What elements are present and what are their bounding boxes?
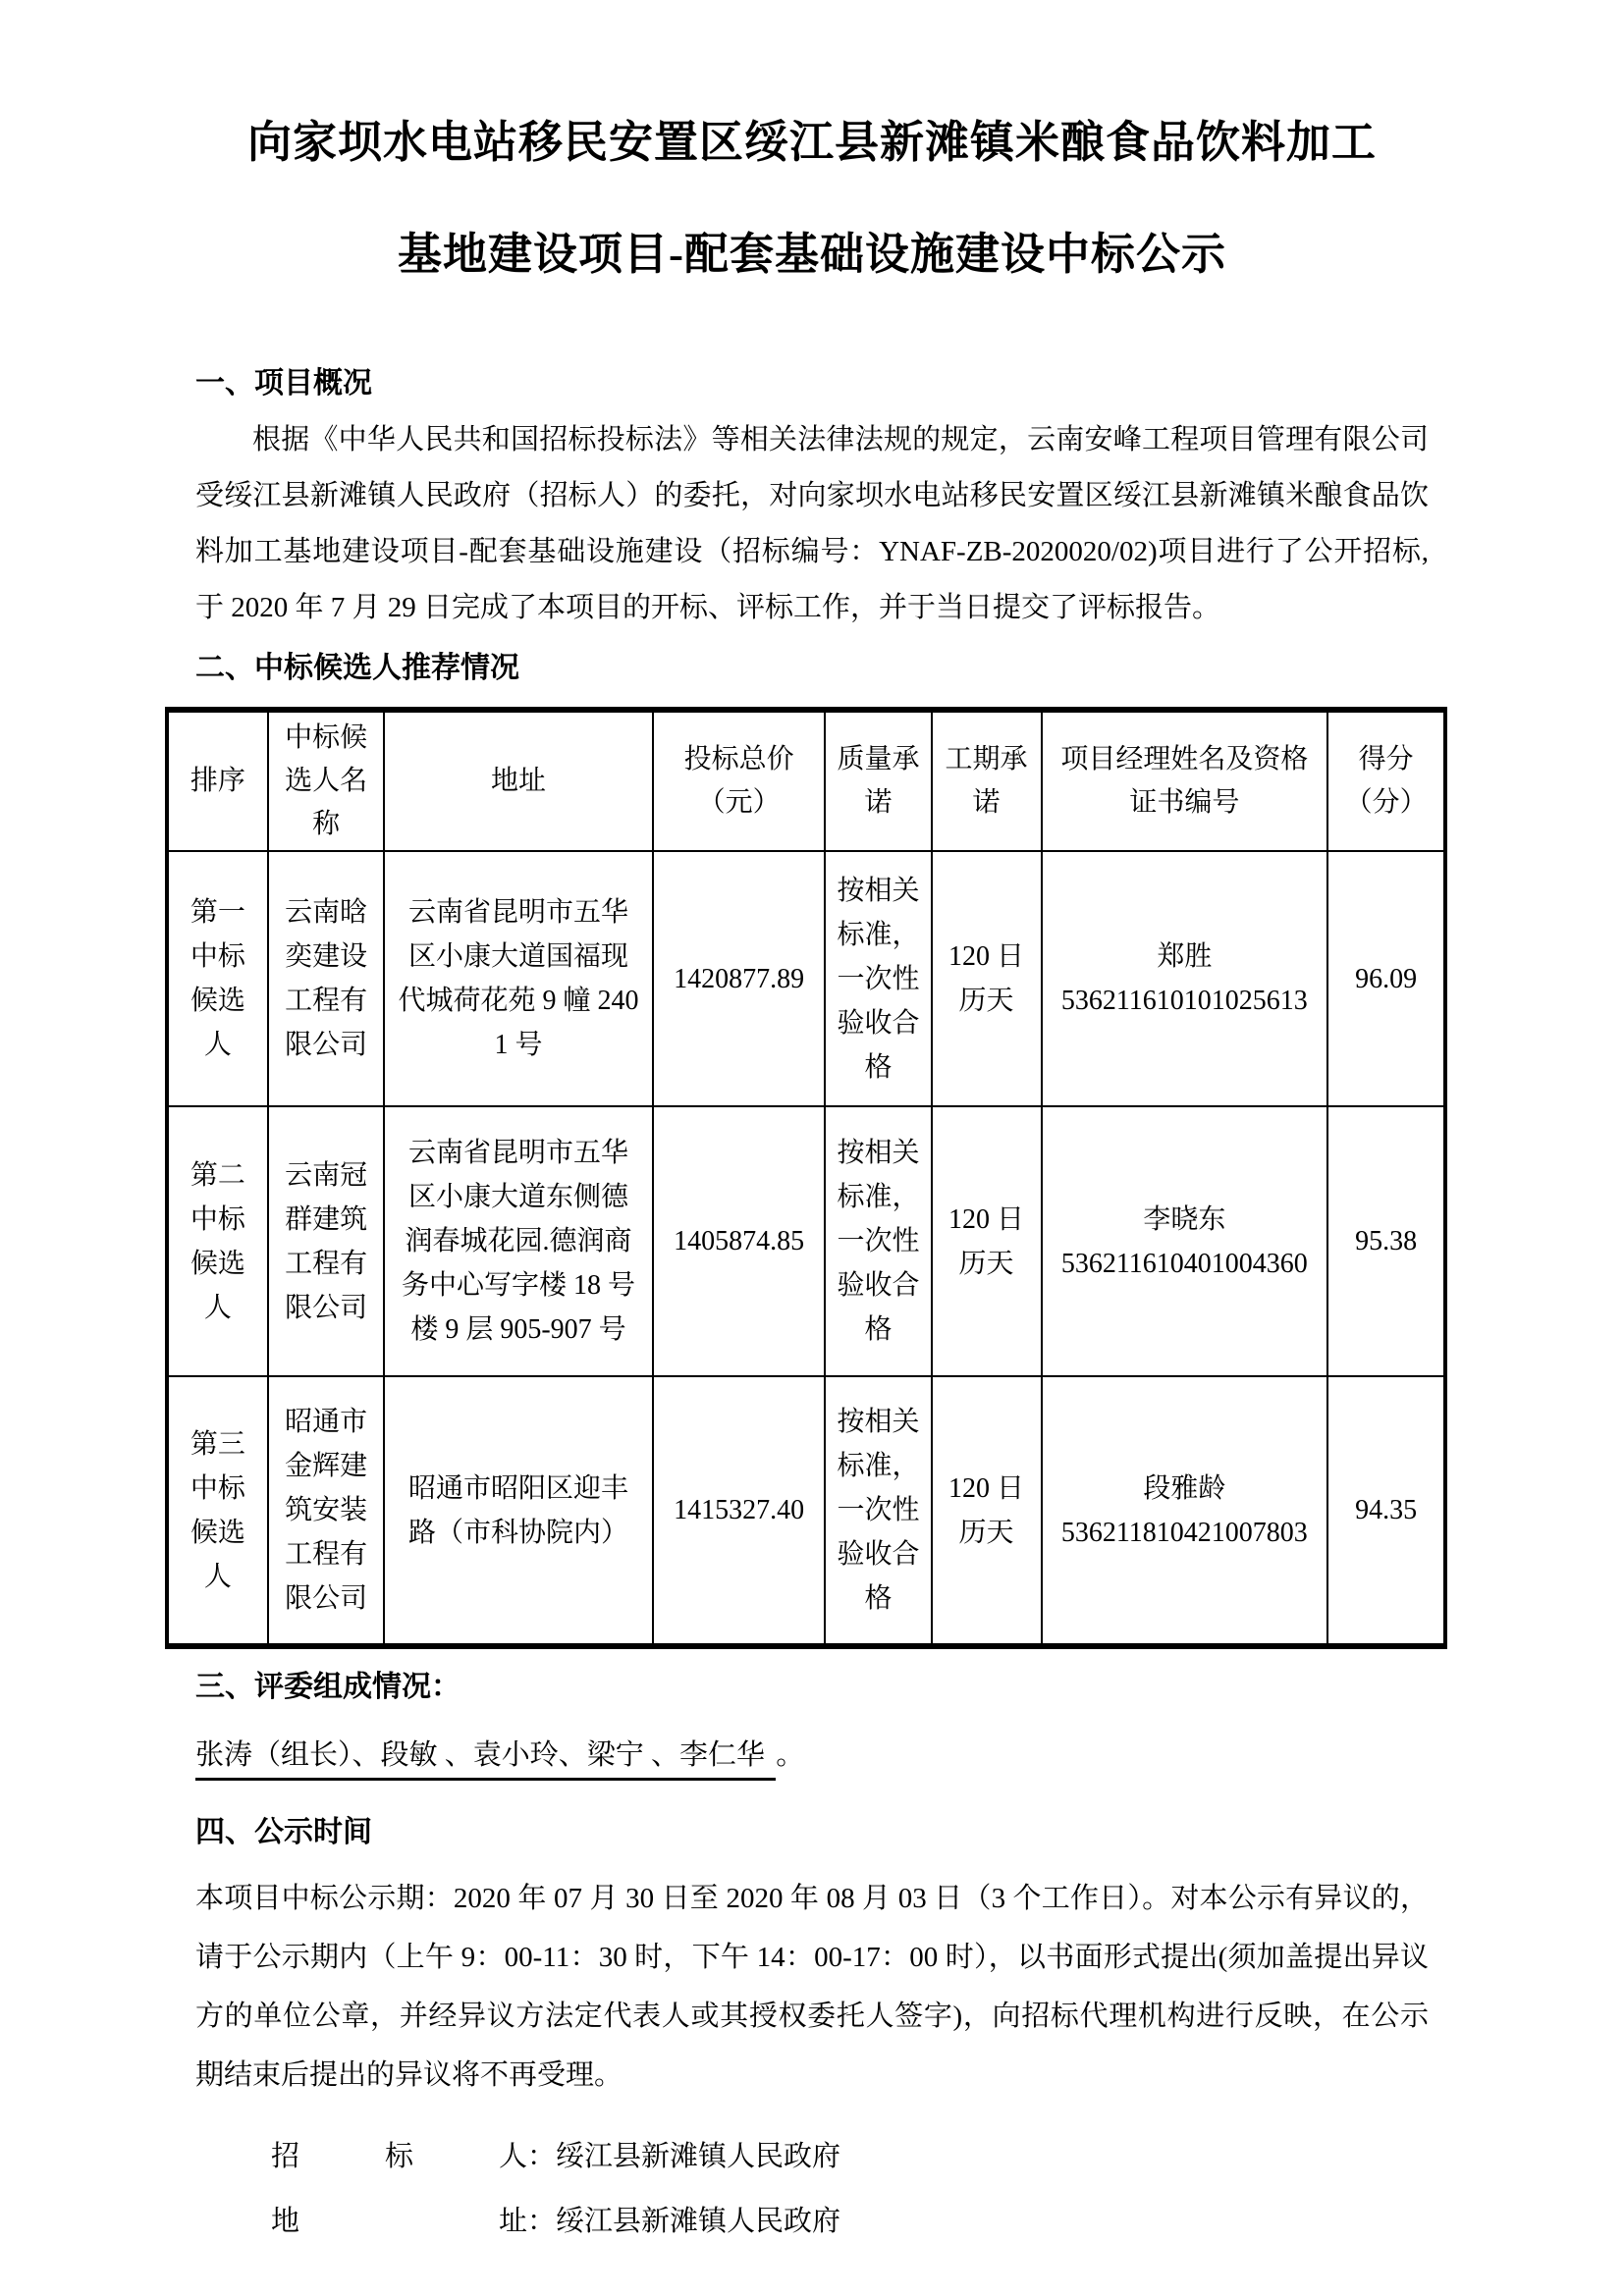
cell-quality: 按相关标准，一次性验收合格 [825,851,931,1106]
cell-duration: 120 日历天 [932,851,1042,1106]
overview-paragraph: 根据《中华人民共和国招标投标法》等相关法律法规的规定，云南安峰工程项目管理有限公司受绥江县新滩镇人民政府（招标人）的委托，对向家坝水电站移民安置区绥江县新滩镇米酿食品饮料加工基地建设项目-配套基础设施建设（招标编号：YNAF-ZB-2020020/02)项目进行了公开招标,于 2020 年 7 月 29 日完成了本项目的开标、评标工作，并于当日提交了评标报告。 [195,424,1429,623]
header-duration: 工期承诺 [932,710,1042,851]
cell-duration: 120 日历天 [932,1376,1042,1646]
section-heading-publicity: 四、公示时间 [195,1816,372,1848]
manager-name: 李晓东 [1143,1203,1226,1235]
header-address: 地址 [384,710,652,851]
jury-names: 张涛（组长）、段敏 、袁小玲、梁宁 、李仁华 [195,1739,776,1781]
cell-bid-price: 1405874.85 [653,1106,826,1376]
cell-candidate-name: 昭通市金辉建筑安装工程有限公司 [268,1376,384,1646]
cell-rank: 第三中标候选人 [167,1376,268,1646]
header-score: 得分（分） [1327,710,1445,851]
header-quality: 质量承诺 [825,710,931,851]
manager-name: 郑胜 [1157,941,1213,972]
cell-manager [1042,1376,1328,1646]
header-rank: 排序 [167,710,268,851]
cell-duration: 120 日历天 [932,1106,1042,1376]
cell-score: 96.09 [1327,851,1445,1106]
cell-manager [1042,1106,1328,1376]
cell-quality: 按相关标准，一次性验收合格 [825,1106,931,1376]
cell-candidate-name: 云南冠群建筑工程有限公司 [268,1106,384,1376]
document-title-line-2: 基地建设项目-配套基础设施建设中标公示 [398,230,1226,279]
cell-candidate-name: 云南晗奕建设工程有限公司 [268,851,384,1106]
publicity-paragraph: 本项目中标公示期：2020 年 07 月 30 日至 2020 年 08 月 03 日（3 个工作日）。对本公示有异议的，请于公示期内（上午 9：00-11：30 时，下午 14：00-17：00 时），以书面形式提出(须加盖提出异议方的单位公章，并经异议方法定代表人或其授权委托人签字)，向招标代理机构进行反映，在公示期结束后提出的异议将不再受理。 [195,1883,1429,2091]
cell-score: 94.35 [1327,1376,1445,1646]
tenderee-address-line: 地 址：绥江县新滩镇人民政府 [271,2206,841,2237]
header-candidate-name: 中标候选人名称 [268,710,384,851]
cell-address: 云南省昆明市五华区小康大道国福现代城荷花苑 9 幢 2401 号 [384,851,652,1106]
table-row [167,1376,1445,1646]
section-heading-overview: 一、项目概况 [195,367,372,400]
table-header-row [167,710,1445,851]
jury-names-line [195,1730,1429,1781]
cell-rank: 第二中标候选人 [167,1106,268,1376]
cell-bid-price: 1420877.89 [653,851,826,1106]
table-row [167,1106,1445,1376]
table-row [167,851,1445,1106]
header-bid-price: 投标总价（元） [653,710,826,851]
manager-cert-number: 536211610401004360 [1060,1248,1308,1279]
tenderee-line: 招 标 人：绥江县新滩镇人民政府 [271,2141,841,2172]
header-manager: 项目经理姓名及资格证书编号 [1042,710,1328,851]
manager-cert-number: 536211810421007803 [1060,1517,1308,1548]
cell-manager [1042,851,1328,1106]
cell-rank: 第一中标候选人 [167,851,268,1106]
section-heading-jury: 三、评委组成情况： [195,1671,460,1703]
candidates-table [165,707,1447,1649]
cell-bid-price: 1415327.40 [653,1376,826,1646]
document-title-line-1: 向家坝水电站移民安置区绥江县新滩镇米酿食品饮料加工 [246,118,1377,167]
cell-score: 95.38 [1327,1106,1445,1376]
cell-address: 云南省昆明市五华区小康大道东侧德润春城花园.德润商务中心写字楼 18 号楼 9 层 905-907 号 [384,1106,652,1376]
cell-quality: 按相关标准，一次性验收合格 [825,1376,931,1646]
section-heading-candidates: 二、中标候选人推荐情况 [195,652,519,684]
jury-names-period: 。 [776,1739,805,1771]
cell-address: 昭通市昭阳区迎丰路（市科协院内） [384,1376,652,1646]
manager-cert-number: 536211610101025613 [1060,986,1308,1016]
manager-name: 段雅龄 [1143,1472,1226,1504]
